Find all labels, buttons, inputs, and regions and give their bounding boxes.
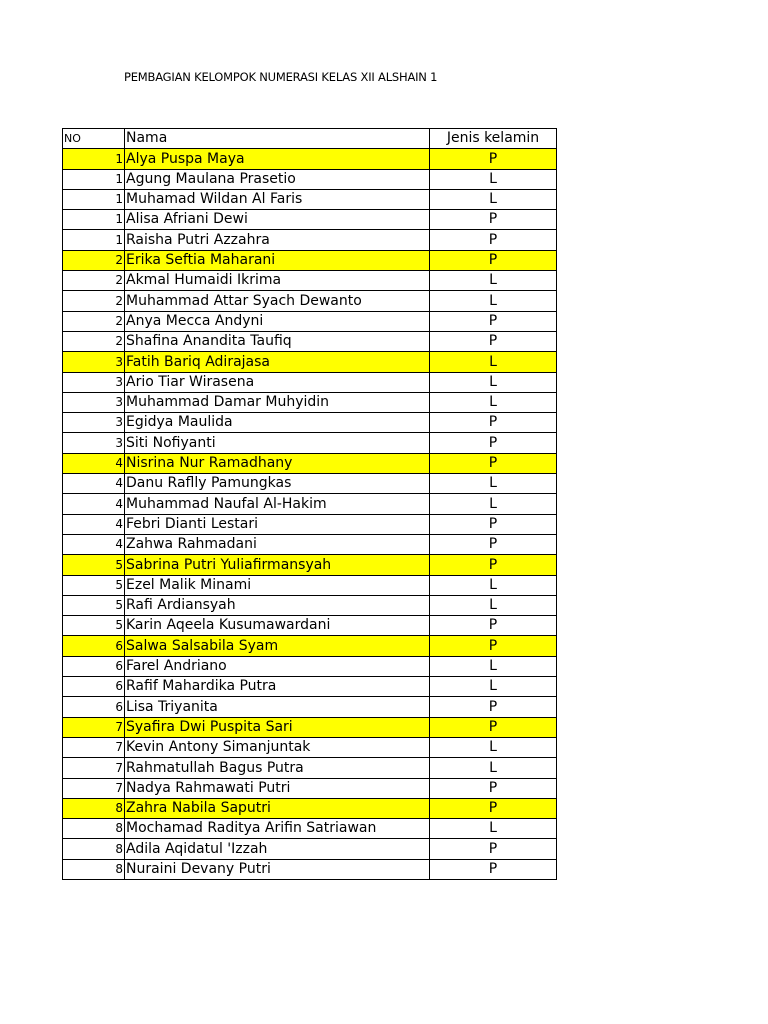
cell-student-name: Rafi Ardiansyah [125, 595, 430, 615]
cell-student-name: Siti Nofiyanti [125, 433, 430, 453]
cell-group-number: 1 [63, 149, 125, 169]
table-row [63, 656, 557, 676]
cell-gender: P [430, 210, 557, 230]
table-row [63, 575, 557, 595]
page-title: PEMBAGIAN KELOMPOK NUMERASI KELAS XII ALSHAIN 1 [124, 70, 438, 84]
cell-gender: P [430, 697, 557, 717]
table-row [63, 839, 557, 859]
cell-group-number: 4 [63, 494, 125, 514]
cell-student-name: Danu Raflly Pamungkas [125, 474, 430, 494]
cell-student-name: Zahwa Rahmadani [125, 534, 430, 554]
cell-gender: P [430, 717, 557, 737]
cell-group-number: 7 [63, 778, 125, 798]
cell-student-name: Syafira Dwi Puspita Sari [125, 717, 430, 737]
table-row-group-leader [63, 555, 557, 575]
cell-student-name: Anya Mecca Andyni [125, 311, 430, 331]
cell-student-name: Farel Andriano [125, 656, 430, 676]
table-row [63, 534, 557, 554]
table-row [63, 189, 557, 209]
cell-group-number: 8 [63, 839, 125, 859]
cell-group-number: 2 [63, 331, 125, 351]
cell-student-name: Adila Aqidatul 'Izzah [125, 839, 430, 859]
cell-gender: P [430, 636, 557, 656]
table-row-group-leader [63, 717, 557, 737]
cell-group-number: 4 [63, 453, 125, 473]
cell-gender: L [430, 352, 557, 372]
table-row-group-leader [63, 798, 557, 818]
cell-gender: L [430, 271, 557, 291]
cell-student-name: Agung Maulana Prasetio [125, 169, 430, 189]
cell-gender: L [430, 169, 557, 189]
cell-group-number: 8 [63, 859, 125, 879]
cell-gender: P [430, 839, 557, 859]
table-row [63, 372, 557, 392]
cell-student-name: Febri Dianti Lestari [125, 514, 430, 534]
cell-gender: P [430, 514, 557, 534]
cell-group-number: 3 [63, 352, 125, 372]
cell-group-number: 5 [63, 555, 125, 575]
cell-gender: P [430, 230, 557, 250]
cell-group-number: 2 [63, 291, 125, 311]
table-row [63, 210, 557, 230]
cell-group-number: 6 [63, 636, 125, 656]
cell-gender: L [430, 595, 557, 615]
table-row [63, 331, 557, 351]
cell-group-number: 1 [63, 189, 125, 209]
cell-gender: P [430, 778, 557, 798]
cell-gender: L [430, 392, 557, 412]
cell-student-name: Alisa Afriani Dewi [125, 210, 430, 230]
table-row [63, 311, 557, 331]
cell-student-name: Rafif Mahardika Putra [125, 677, 430, 697]
table-row-group-leader [63, 352, 557, 372]
cell-group-number: 6 [63, 697, 125, 717]
cell-student-name: Shafina Anandita Taufiq [125, 331, 430, 351]
cell-student-name: Muhammad Damar Muhyidin [125, 392, 430, 412]
cell-group-number: 3 [63, 372, 125, 392]
cell-group-number: 1 [63, 230, 125, 250]
cell-student-name: Zahra Nabila Saputri [125, 798, 430, 818]
cell-group-number: 1 [63, 169, 125, 189]
cell-gender: L [430, 758, 557, 778]
cell-group-number: 3 [63, 413, 125, 433]
cell-student-name: Akmal Humaidi Ikrima [125, 271, 430, 291]
cell-student-name: Nadya Rahmawati Putri [125, 778, 430, 798]
cell-student-name: Nuraini Devany Putri [125, 859, 430, 879]
cell-student-name: Ario Tiar Wirasena [125, 372, 430, 392]
table-row [63, 616, 557, 636]
cell-group-number: 4 [63, 534, 125, 554]
cell-group-number: 3 [63, 433, 125, 453]
cell-student-name: Salwa Salsabila Syam [125, 636, 430, 656]
cell-group-number: 1 [63, 210, 125, 230]
cell-group-number: 6 [63, 656, 125, 676]
table-row [63, 737, 557, 757]
table-row [63, 291, 557, 311]
cell-group-number: 7 [63, 717, 125, 737]
table-row [63, 514, 557, 534]
column-header-name: Nama [125, 129, 430, 149]
cell-student-name: Nisrina Nur Ramadhany [125, 453, 430, 473]
table-row [63, 697, 557, 717]
cell-group-number: 7 [63, 737, 125, 757]
cell-gender: L [430, 372, 557, 392]
cell-group-number: 6 [63, 677, 125, 697]
column-header-no: NO [63, 129, 125, 149]
cell-gender: P [430, 534, 557, 554]
cell-student-name: Erika Seftia Maharani [125, 250, 430, 270]
table-row [63, 433, 557, 453]
cell-student-name: Sabrina Putri Yuliafirmansyah [125, 555, 430, 575]
cell-gender: L [430, 291, 557, 311]
cell-gender: P [430, 331, 557, 351]
table-row [63, 595, 557, 615]
cell-gender: L [430, 189, 557, 209]
cell-student-name: Muhamad Wildan Al Faris [125, 189, 430, 209]
cell-gender: P [430, 798, 557, 818]
table-row-group-leader [63, 636, 557, 656]
table-row [63, 677, 557, 697]
cell-gender: L [430, 494, 557, 514]
cell-group-number: 4 [63, 514, 125, 534]
cell-gender: L [430, 737, 557, 757]
cell-student-name: Fatih Bariq Adirajasa [125, 352, 430, 372]
cell-group-number: 4 [63, 474, 125, 494]
cell-group-number: 5 [63, 595, 125, 615]
cell-student-name: Egidya Maulida [125, 413, 430, 433]
cell-student-name: Muhammad Attar Syach Dewanto [125, 291, 430, 311]
cell-student-name: Muhammad Naufal Al-Hakim [125, 494, 430, 514]
column-header-gender: Jenis kelamin [430, 129, 557, 149]
table-row-group-leader [63, 453, 557, 473]
cell-gender: P [430, 555, 557, 575]
cell-student-name: Alya Puspa Maya [125, 149, 430, 169]
cell-student-name: Kevin Antony Simanjuntak [125, 737, 430, 757]
table-row [63, 169, 557, 189]
cell-group-number: 7 [63, 758, 125, 778]
cell-group-number: 2 [63, 311, 125, 331]
cell-group-number: 8 [63, 819, 125, 839]
cell-gender: L [430, 575, 557, 595]
table-row [63, 230, 557, 250]
cell-student-name: Mochamad Raditya Arifin Satriawan [125, 819, 430, 839]
table-row [63, 778, 557, 798]
cell-student-name: Ezel Malik Minami [125, 575, 430, 595]
cell-student-name: Lisa Triyanita [125, 697, 430, 717]
cell-gender: L [430, 656, 557, 676]
cell-gender: P [430, 149, 557, 169]
cell-group-number: 5 [63, 575, 125, 595]
cell-group-number: 3 [63, 392, 125, 412]
cell-student-name: Raisha Putri Azzahra [125, 230, 430, 250]
cell-gender: P [430, 250, 557, 270]
cell-gender: P [430, 616, 557, 636]
cell-gender: L [430, 474, 557, 494]
table-row [63, 859, 557, 879]
cell-student-name: Rahmatullah Bagus Putra [125, 758, 430, 778]
cell-group-number: 2 [63, 271, 125, 291]
table-row [63, 758, 557, 778]
cell-gender: P [430, 311, 557, 331]
group-table [62, 128, 557, 880]
cell-gender: L [430, 819, 557, 839]
cell-gender: P [430, 859, 557, 879]
table-row [63, 819, 557, 839]
cell-gender: P [430, 413, 557, 433]
table-row [63, 474, 557, 494]
table-row [63, 392, 557, 412]
cell-group-number: 5 [63, 616, 125, 636]
table-row [63, 413, 557, 433]
table-row-group-leader [63, 149, 557, 169]
cell-gender: L [430, 677, 557, 697]
table-body [63, 149, 557, 880]
cell-gender: P [430, 433, 557, 453]
table-row-group-leader [63, 250, 557, 270]
table-row [63, 494, 557, 514]
cell-group-number: 2 [63, 250, 125, 270]
cell-gender: P [430, 453, 557, 473]
cell-group-number: 8 [63, 798, 125, 818]
cell-student-name: Karin Aqeela Kusumawardani [125, 616, 430, 636]
table-row [63, 271, 557, 291]
table-header-row [63, 129, 557, 149]
